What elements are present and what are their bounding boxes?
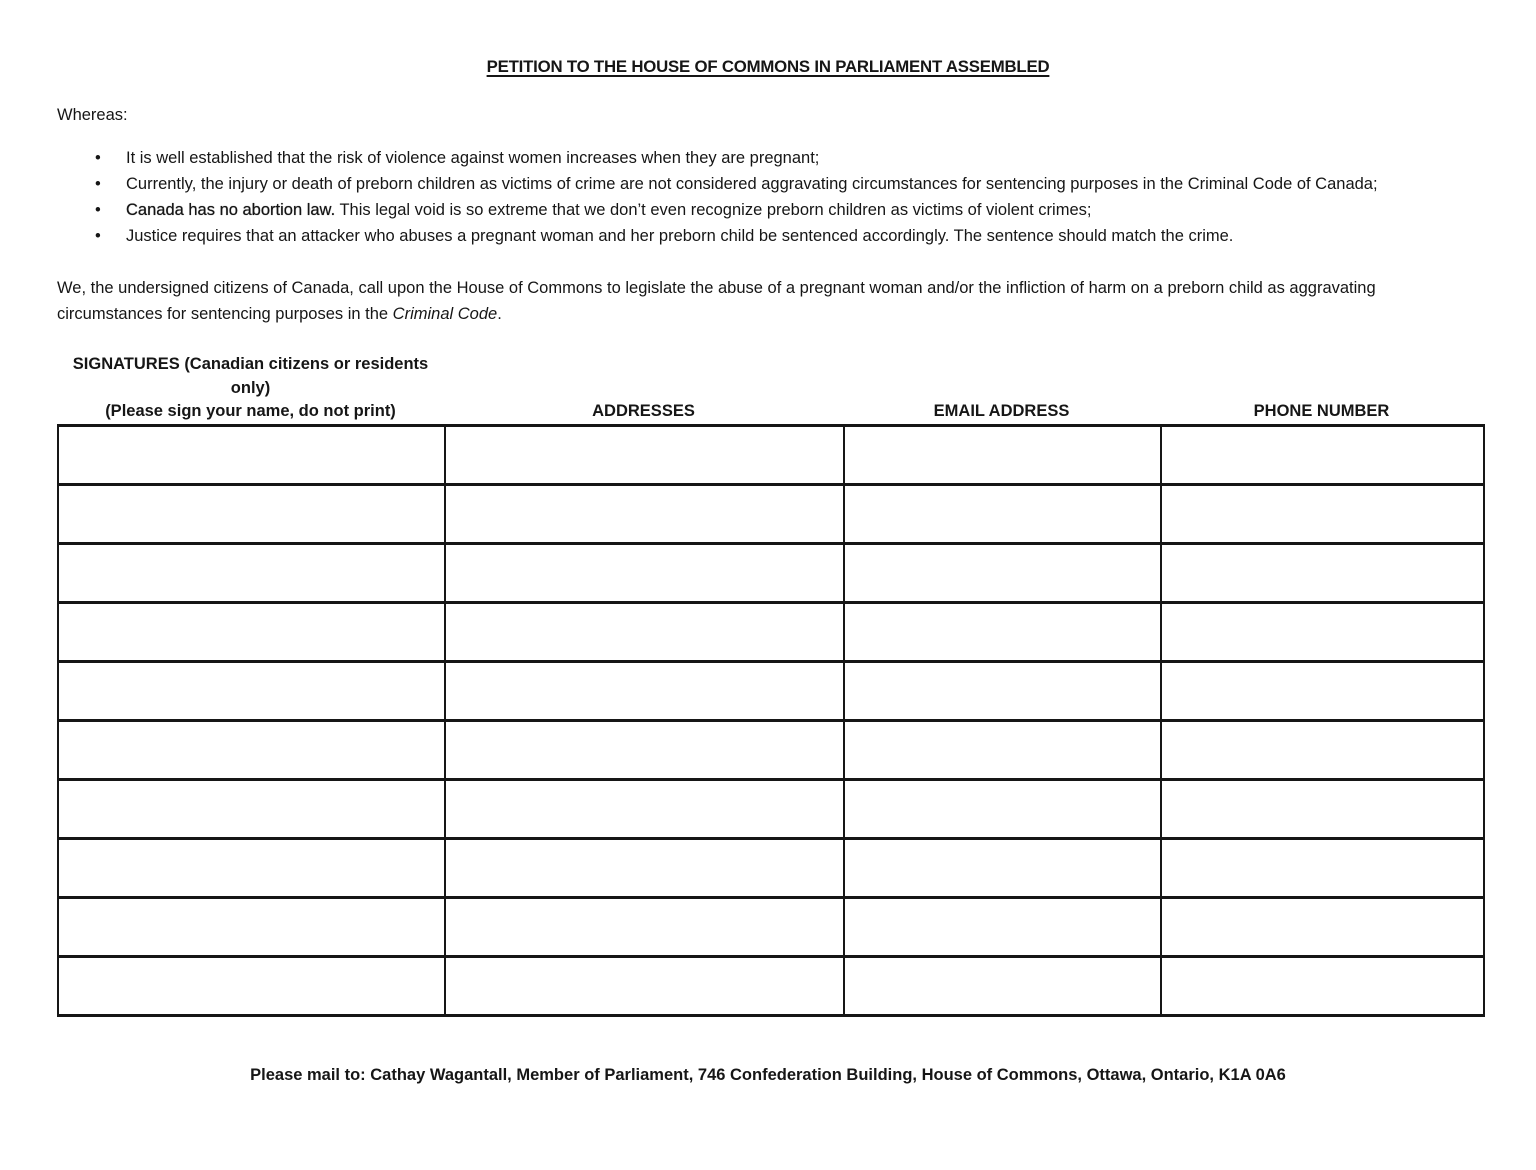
bullet-icon: • [95,175,101,193]
signature-cell [844,838,1161,897]
signature-row [58,956,1484,1015]
signature-row [58,661,1484,720]
bullet-icon: • [95,227,101,245]
signature-cell [844,779,1161,838]
signature-cell [445,779,844,838]
signature-cell [445,661,844,720]
signature-table-header-row [57,353,1483,424]
signature-cell [445,956,844,1015]
signature-cell [58,543,445,602]
signature-cell [1161,838,1484,897]
signature-row [58,897,1484,956]
whereas-label: Whereas: [57,106,128,124]
petition-call-paragraph [57,275,1427,327]
call-text-after: . [497,305,502,323]
signatures-header-line-1: SIGNATURES (Canadian citizens or residents [72,355,429,373]
signature-cell [844,720,1161,779]
call-text-before: We, the undersigned citizens of Canada, call upon the House of Commons to legislate the abuse of a pregnant woman and/or the infliction of harm on a preborn child as aggravating circumstances for sentencing purposes in the [57,279,1376,323]
signature-cell [445,838,844,897]
signature-cell [1161,543,1484,602]
signature-cell [1161,602,1484,661]
column-header-addresses: ADDRESSES [592,402,695,420]
column-header-phone-number: PHONE NUMBER [1253,402,1390,420]
signature-cell [1161,661,1484,720]
signature-cell [445,897,844,956]
signature-row [58,838,1484,897]
signature-cell [1161,897,1484,956]
signature-row [58,543,1484,602]
bullet-text: It is well established that the risk of violence against women increases when they are pregnant; [126,149,820,167]
footer-mailing-instruction: Please mail to: Cathay Wagantall, Member of Parliament, 746 Confederation Building, House of Commons, Ottawa, Ontario, K1A 0A6 [250,1065,1286,1084]
signature-cell [445,720,844,779]
bullet-text: Currently, the injury or death of preborn children as victims of crime are not considered aggravating circumstances for sentencing purposes in the Criminal Code of Canada; [126,175,1378,193]
whereas-bullet-item [95,145,1481,171]
whereas-bullet-item [95,171,1481,197]
signature-cell [58,779,445,838]
call-text-italic: Criminal Code [392,305,498,323]
signature-row [58,720,1484,779]
signature-cell [58,484,445,543]
whereas-bullet-item [95,197,1481,223]
signature-cell [1161,956,1484,1015]
signature-row [58,425,1484,484]
signature-cell [58,897,445,956]
signature-cell [844,425,1161,484]
signature-cell [844,602,1161,661]
signature-row [58,484,1484,543]
signature-cell [58,425,445,484]
signatures-header-line-2: only) [230,378,271,397]
signature-cell [844,956,1161,1015]
signature-cell [1161,779,1484,838]
signature-cell [445,425,844,484]
bullet-text: Justice requires that an attacker who abuses a pregnant woman and her preborn child be sentenced accordingly. The sentence should match the crime. [126,227,1234,245]
signature-cell [844,543,1161,602]
signature-table [57,424,1485,1017]
bullet-text-lead: Canada has no abortion law. [126,201,336,219]
signature-cell [445,602,844,661]
signature-cell [844,484,1161,543]
signature-cell [58,661,445,720]
signature-cell [1161,484,1484,543]
signature-row [58,779,1484,838]
signature-cell [58,956,445,1015]
signature-cell [58,602,445,661]
column-header-email-address: EMAIL ADDRESS [933,402,1070,420]
whereas-bullet-item [95,223,1481,249]
bullet-text-rest: This legal void is so extreme that we don’t even recognize preborn children as victims of violent crimes; [335,201,1092,219]
signature-cell [58,720,445,779]
bullet-icon: • [95,149,101,167]
signature-cell [1161,720,1484,779]
signature-row [58,602,1484,661]
page-title [0,0,1536,78]
signature-table-body [58,425,1484,1015]
page-title-text: PETITION TO THE HOUSE OF COMMONS IN PARLIAMENT ASSEMBLED [486,57,1050,76]
signatures-header-line-3: (Please sign your name, do not print) [105,402,396,420]
signature-cell [1161,425,1484,484]
signature-cell [844,897,1161,956]
signature-cell [844,661,1161,720]
signature-cell [445,543,844,602]
column-header-signatures [57,353,444,424]
signature-cell [58,838,445,897]
whereas-bullet-list [95,145,1481,249]
signature-cell [445,484,844,543]
bullet-icon: • [95,201,101,219]
